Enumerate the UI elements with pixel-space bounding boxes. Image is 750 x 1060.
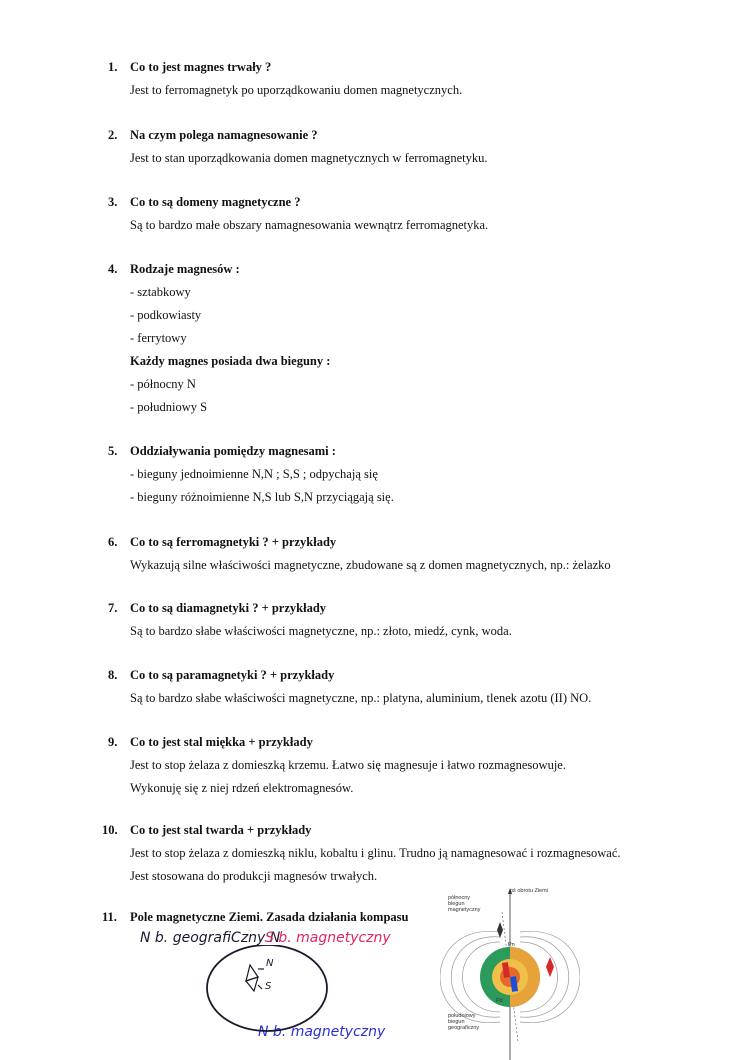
compass-needle-icon (546, 957, 554, 977)
list-item: - bieguny jednoimienne N,N ; S,S ; odpychają się (130, 467, 378, 481)
handwritten-magnetic-north: N b. magnetyczny (258, 1024, 386, 1040)
north-pole-label: północny biegun magnetyczny (448, 895, 481, 913)
question-number: 10. (102, 823, 118, 837)
question-number: 9. (108, 735, 118, 749)
question-5 (108, 443, 708, 505)
question-9 (108, 734, 708, 796)
list-item: - podkowiasty (130, 308, 202, 322)
list-item: - ferrytowy (130, 331, 187, 345)
answer-line: Wykazują silne właściwości magnetyczne, zbudowane są z domen magnetycznych, np.: żelazko (130, 558, 611, 572)
answer-line: Są to bardzo słabe właściwości magnetyczne, np.: złoto, miedź, cynk, woda. (130, 624, 512, 638)
question-title: Co to jest stal twarda + przykłady (130, 823, 312, 837)
compass-s-label: S (265, 981, 272, 992)
subtitle: Każdy magnes posiada dwa bieguny : (130, 354, 331, 368)
question-number: 4. (108, 262, 118, 276)
question-title: Co to są domeny magnetyczne ? (130, 195, 301, 209)
list-item: - bieguny różnoimienne N,S lub S,N przyciągają się. (130, 490, 394, 504)
answer-line: Jest to stop żelaza z domieszką niklu, kobaltu i glinu. Trudno ją namagnesować i rozmagnesować. (130, 846, 621, 860)
answer-line: Jest to stan uporządkowania domen magnetycznych w ferromagnetyku. (130, 151, 488, 165)
question-11 (102, 909, 708, 925)
south-pole-label: południowy biegun geograficzny (448, 1013, 480, 1031)
question-number: 6. (108, 535, 118, 549)
question-4 (108, 261, 708, 415)
question-title: Rodzaje magnesów : (130, 262, 240, 276)
answer-line: Są to bardzo słabe właściwości magnetyczne, np.: platyna, aluminium, tlenek azotu (II) NO. (130, 691, 592, 705)
question-number: 2. (108, 128, 118, 142)
answer-line: Są to bardzo małe obszary namagnesowania wewnątrz ferromagnetyka. (130, 218, 489, 232)
question-7 (108, 600, 708, 639)
pole-s-label: Pd (496, 998, 503, 1004)
question-number: 7. (108, 601, 118, 615)
question-10 (102, 822, 708, 884)
answer-line: Jest stosowana do produkcji magnesów trwałych. (130, 869, 378, 883)
question-number: 3. (108, 195, 118, 209)
list-item: - sztabkowy (130, 285, 191, 299)
question-title: Co to są diamagnetyki ? + przykłady (130, 601, 327, 615)
question-title: Co to jest magnes trwały ? (130, 60, 272, 74)
question-number: 8. (108, 668, 118, 682)
question-number: 5. (108, 444, 118, 458)
question-number: 11. (102, 910, 117, 924)
question-title: Na czym polega namagnesowanie ? (130, 128, 318, 142)
answer-line: Jest to ferromagnetyk po uporządkowaniu domen magnetycznych. (130, 83, 463, 97)
question-title: Co to jest stal miękka + przykłady (130, 735, 313, 749)
question-3 (108, 194, 708, 233)
question-title: Oddziaływania pomiędzy magnesami : (130, 444, 336, 458)
list-item: - południowy S (130, 400, 208, 414)
axis-label: oś obrotu Ziemi (510, 888, 548, 894)
list-item: - północny N (130, 377, 196, 391)
handwritten-magnetic-south: S b. magnetyczny (265, 930, 391, 946)
compass-n-label: N (266, 958, 274, 969)
pole-n-label: Pn (508, 942, 515, 948)
handwritten-geographic-north: N b. geografiCzny N (140, 930, 281, 946)
question-title: Co to są ferromagnetyki ? + przykłady (130, 535, 337, 549)
question-1 (108, 59, 708, 98)
answer-line: Wykonuję się z niej rdzeń elektromagnesów. (130, 781, 354, 795)
question-title: Pole magnetyczne Ziemi. Zasada działania kompasu (130, 910, 409, 924)
question-8 (108, 667, 708, 706)
compass-needle-south-icon (246, 977, 258, 991)
question-number: 1. (108, 60, 118, 74)
question-2 (108, 127, 708, 166)
answer-line: Jest to stop żelaza z domieszką krzemu. Łatwo się magnesuje i łatwo rozmagnesowuje. (130, 758, 566, 772)
question-6 (108, 534, 708, 573)
question-title: Co to są paramagnetyki ? + przykłady (130, 668, 335, 682)
